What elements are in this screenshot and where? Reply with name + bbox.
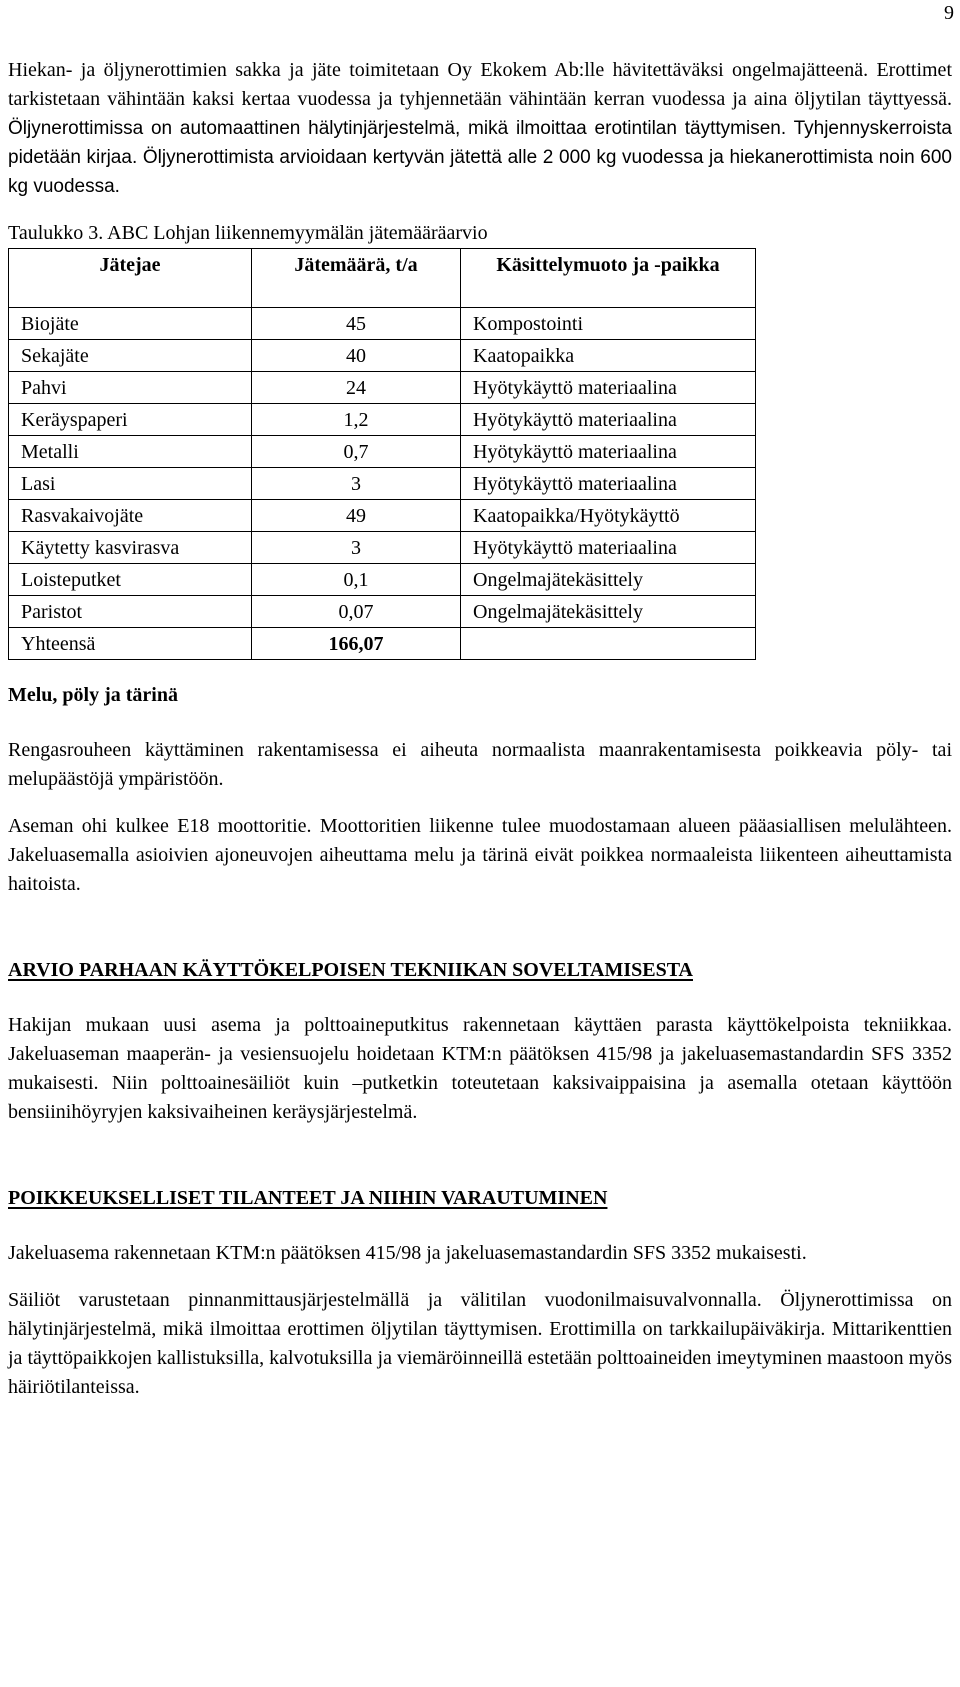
table-row	[9, 564, 756, 596]
table-header-row	[9, 249, 756, 308]
table-caption-prefix: Taulukko 3.	[8, 222, 104, 244]
cell-treatment: Hyötykäyttö materiaalina	[461, 532, 756, 564]
cell-waste-amount: 49	[252, 500, 461, 532]
intro-text-part1: Hiekan- ja öljynerottimien sakka ja jäte toimitetaan Oy Ekokem Ab:lle hävitettäväksi ongelmajätteenä. Erottimet tarkistetaan vähintään kaksi kertaa vuodessa ja tyhjennetään vähintään kerran vuodessa ja aina öljytilan täyttyessä.	[8, 59, 952, 110]
cell-treatment: Kaatopaikka	[461, 340, 756, 372]
cell-waste-amount: 3	[252, 468, 461, 500]
cell-waste-type: Pahvi	[9, 372, 252, 404]
waste-table	[8, 248, 756, 660]
cell-total-amount: 166,07	[252, 628, 461, 660]
cell-waste-type: Metalli	[9, 436, 252, 468]
header-treatment: Käsittelymuoto ja -paikka	[461, 249, 756, 308]
table-row	[9, 308, 756, 340]
header-waste-amount: Jätemäärä, t/a	[252, 249, 461, 308]
cell-treatment: Kaatopaikka/Hyötykäyttö	[461, 500, 756, 532]
cell-waste-amount: 0,7	[252, 436, 461, 468]
cell-treatment: Hyötykäyttö materiaalina	[461, 468, 756, 500]
table-row	[9, 532, 756, 564]
cell-waste-type: Biojäte	[9, 308, 252, 340]
table-caption	[8, 220, 952, 246]
cell-waste-type: Lasi	[9, 468, 252, 500]
exceptional-situations-heading: POIKKEUKSELLISET TILANTEET JA NIIHIN VARAUTUMINEN	[8, 1187, 608, 1209]
document-body	[8, 56, 952, 1402]
cell-waste-type: Sekajäte	[9, 340, 252, 372]
exceptional-paragraph-2: Säiliöt varustetaan pinnanmittausjärjestelmällä ja välitilan vuodonilmaisuvalvonnalla. Öljynerottimissa on hälytinjärjestelmä, mikä ilmoittaa erottimen öljytilan täyttymisen. Erottimilla on tarkkailupäiväkirja. Mittarikenttien ja täyttöpaikkojen kallistuksilla, kalvotuksilla ja viemäröinneillä estetään polttoaineiden imeytyminen maastoon myös häiriötilanteissa.	[8, 1289, 952, 1398]
best-technique-heading: ARVIO PARHAAN KÄYTTÖKELPOISEN TEKNIIKAN SOVELTAMISESTA	[8, 959, 693, 981]
intro-text-part2: Öljynerottimissa on automaattinen hälytinjärjestelmä, mikä ilmoittaa erotintilan täyttymisen. Tyhjennyskerroista pidetään kirjaa. Öljynerottimista arvioidaan kertyvän jätettä alle 2 000 kg vuodessa ja hiekanerottimista noin 600 kg vuodessa.	[8, 118, 952, 197]
table-row	[9, 340, 756, 372]
intro-paragraph	[8, 56, 952, 201]
page-number: 9	[944, 2, 954, 24]
cell-waste-type: Käytetty kasvirasva	[9, 532, 252, 564]
table-total-row	[9, 628, 756, 660]
cell-waste-amount: 24	[252, 372, 461, 404]
table-row	[9, 404, 756, 436]
cell-waste-type: Keräyspaperi	[9, 404, 252, 436]
cell-waste-amount: 40	[252, 340, 461, 372]
cell-treatment: Ongelmajätekäsittely	[461, 596, 756, 628]
cell-treatment: Ongelmajätekäsittely	[461, 564, 756, 596]
table-caption-title: ABC Lohjan liikennemyymälän jätemääräarvio	[107, 222, 488, 244]
cell-waste-amount: 0,07	[252, 596, 461, 628]
noise-heading: Melu, pöly ja tärinä	[8, 684, 178, 706]
cell-waste-type: Paristot	[9, 596, 252, 628]
header-waste-type: Jätejae	[9, 249, 252, 308]
cell-waste-amount: 0,1	[252, 564, 461, 596]
best-technique-paragraph: Hakijan mukaan uusi asema ja polttoaineputkitus rakennetaan käyttäen parasta käyttökelpoista tekniikkaa. Jakeluaseman maaperän- ja vesiensuojelu hoidetaan KTM:n päätöksen 415/98 ja jakeluasemastandardin SFS 3352 mukaisesti. Niin polttoainesäiliöt kuin –putketkin toteutetaan kaksivaippaisina ja asemalla otetaan käyttöön bensiinihöyryjen kaksivaiheinen keräysjärjestelmä.	[8, 1014, 952, 1123]
table-row	[9, 500, 756, 532]
cell-waste-amount: 45	[252, 308, 461, 340]
cell-treatment: Hyötykäyttö materiaalina	[461, 372, 756, 404]
noise-paragraph-2: Aseman ohi kulkee E18 moottoritie. Moottoritien liikenne tulee muodostamaan alueen pääasiallisen melulähteen. Jakeluasemalla asioivien ajoneuvojen aiheuttama melu ja tärinä eivät poikkea normaaleista liikenteen aiheuttamista haitoista.	[8, 815, 952, 895]
cell-total-empty	[461, 628, 756, 660]
cell-treatment: Kompostointi	[461, 308, 756, 340]
cell-waste-type: Rasvakaivojäte	[9, 500, 252, 532]
cell-total-label: Yhteensä	[9, 628, 252, 660]
exceptional-paragraph-1: Jakeluasema rakennetaan KTM:n päätöksen 415/98 ja jakeluasemastandardin SFS 3352 mukaisesti.	[8, 1242, 807, 1264]
table-row	[9, 372, 756, 404]
cell-waste-amount: 3	[252, 532, 461, 564]
table-row	[9, 596, 756, 628]
noise-paragraph-1: Rengasrouheen käyttäminen rakentamisessa ei aiheuta normaalista maanrakentamisesta poikkeavia pöly- tai melupäästöjä ympäristöön.	[8, 739, 952, 790]
table-row	[9, 436, 756, 468]
cell-waste-amount: 1,2	[252, 404, 461, 436]
cell-waste-type: Loisteputket	[9, 564, 252, 596]
cell-treatment: Hyötykäyttö materiaalina	[461, 436, 756, 468]
table-body	[9, 308, 756, 660]
cell-treatment: Hyötykäyttö materiaalina	[461, 404, 756, 436]
table-row	[9, 468, 756, 500]
